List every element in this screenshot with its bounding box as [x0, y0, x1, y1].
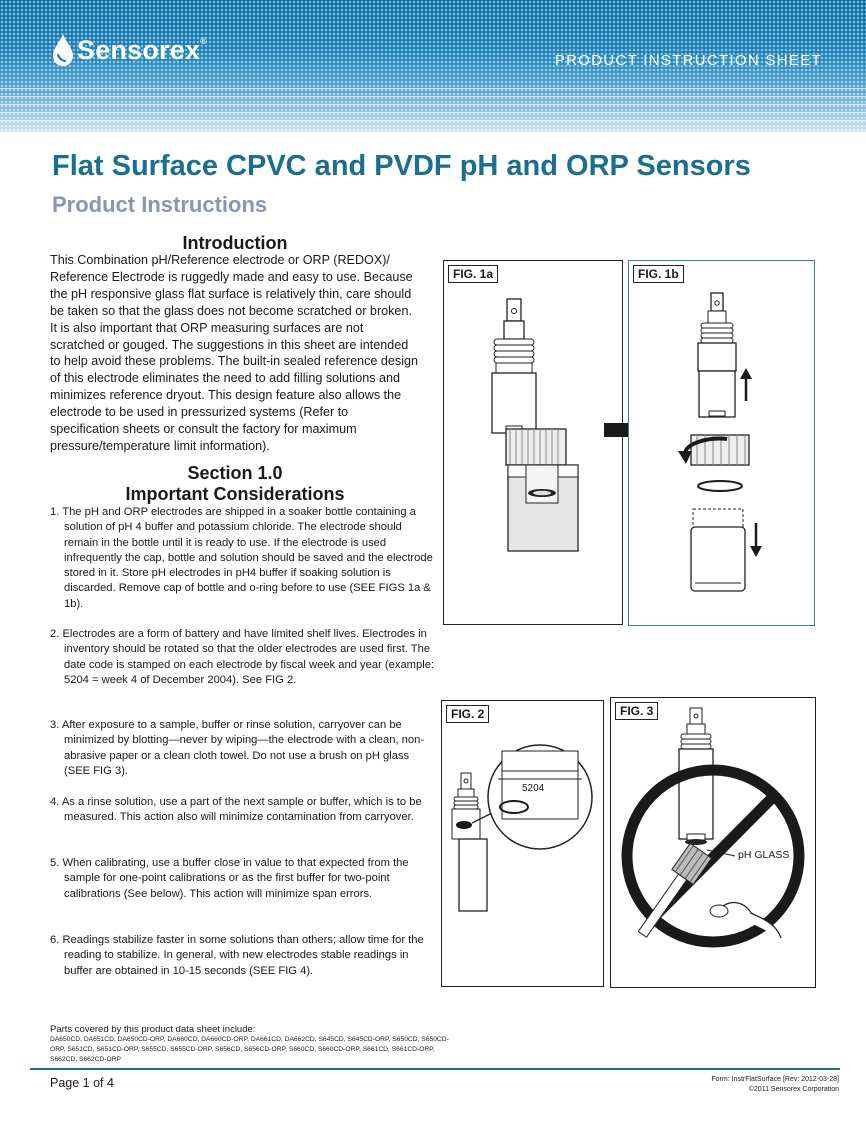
parts-label: Parts covered by this product data sheet include:	[50, 1024, 256, 1035]
figure-1b	[628, 260, 815, 626]
page-title: Flat Surface CPVC and PVDF pH and ORP Sensors	[52, 150, 751, 182]
introduction-text: This Combination pH/Reference electrode or ORP (REDOX)/ Reference Electrode is ruggedly made and easy to use. Because the pH responsive glass flat surface is relatively thin, care should be taken so that the glass does not become scratched or broken. It is also important that ORP measuring surfaces are not scratched or gouged. The suggestions in this sheet are intended to help avoid these problems. The built-in sealed reference design of this electrode eliminates the need to add filling solutions and minimizes reference dryout. This design feature also allows the electrode to be used in pressurized systems (Refer to specification sheets or consult the factory for maximum pressure/temperature limit information).	[50, 253, 419, 453]
section-subtitle: Important Considerations	[125, 484, 345, 504]
footer-rule	[30, 1068, 840, 1070]
consideration-item-2: 2. Electrodes are a form of battery and have limited shelf lives. Electrodes in inventory should be rotated so that the older electrodes are used first. The date code is stamped on each electrode by fiscal week and year (example: 5204 = week 4 of December 2004). See FIG 2.	[50, 628, 435, 686]
parts-list: DA650CD, DA651CD, DA650CD-ORP, DA660CD, DA660CD-ORP, DA661CD, DA662CD, S645CD, S645CD-ORP, S650CD, S650CD-ORP, S651CD, S651CD-ORP, S655CD, S655CD-ORP, S656CD, S656CD-ORP, S660CD, S660CD-ORP, S661CD, S661CD-ORP, S662CD, S662CD-ORP	[50, 1036, 449, 1063]
consideration-item-5: 5. When calibrating, use a buffer close in value to that expected from the sample for one-point calibrations or as the first buffer for two-point calibrations (See below). This action will minimize span errors.	[50, 857, 409, 900]
figure-1b-label: FIG. 1b	[633, 265, 684, 283]
brand-name: Sensorex	[77, 34, 201, 65]
sensorex-logo	[52, 30, 207, 70]
introduction-heading: Introduction	[182, 233, 288, 253]
page-number: Page 1 of 4	[50, 1076, 114, 1090]
figure-1a-label: FIG. 1a	[448, 265, 498, 283]
figure-3-label: FIG. 3	[615, 702, 658, 720]
consideration-item-4: 4. As a rinse solution, use a part of the next sample or buffer, which is to be measured. This action also will minimize contamination from carryover.	[50, 796, 422, 824]
electrode-disassembly-illustration	[629, 261, 814, 625]
figure-2	[441, 700, 604, 987]
water-drop-icon	[52, 33, 74, 67]
consideration-item-6: 6. Readings stabilize faster in some solutions than others; allow time for the reading to stabilize. In general, with new electrodes stable readings in buffer are obtained in 10-15 seconds (SEE FIG 4).	[50, 934, 424, 977]
registered-mark: ®	[200, 36, 207, 46]
figure-3	[610, 697, 816, 988]
no-brush-illustration	[611, 698, 815, 987]
page-subtitle: Product Instructions	[52, 192, 268, 217]
electrode-in-bottle-illustration	[444, 261, 622, 624]
sheet-title: PRODUCT INSTRUCTION SHEET	[554, 52, 822, 69]
figure-1a	[443, 260, 623, 625]
figure-2-label: FIG. 2	[446, 705, 489, 723]
date-code-label: 5204	[522, 783, 545, 794]
section-title: Section 1.0	[187, 463, 283, 483]
copyright-notice: ©2011 Sensorex Corporation	[748, 1086, 839, 1093]
consideration-item-1: 1. The pH and ORP electrodes are shipped in a soaker bottle containing a solution of pH 4 buffer and potassium chloride. The electrode should remain in the bottle until it is ready to use. If the electrode is used infrequently the cap, bottle and solution should be saved and the electrode stored in it. Store pH electrodes in pH4 buffer if soaking solution is discarded. Remove cap of bottle and o-ring before to use (SEE FIGS 1a & 1b).	[50, 506, 433, 610]
date-code-illustration	[442, 701, 603, 986]
ph-glass-label: pH GLASS	[738, 849, 790, 861]
form-revision: Form: InstrFlatSurface [Rev: 2012-03-28]	[711, 1076, 839, 1083]
header-banner	[0, 0, 866, 132]
consideration-item-3: 3. After exposure to a sample, buffer or rinse solution, carryover can be minimized by blotting—never by wiping—the electrode with a clean, non-abrasive paper or a clean cloth towel. Do not use a brush on pH glass (SEE FIG 3).	[50, 719, 425, 777]
